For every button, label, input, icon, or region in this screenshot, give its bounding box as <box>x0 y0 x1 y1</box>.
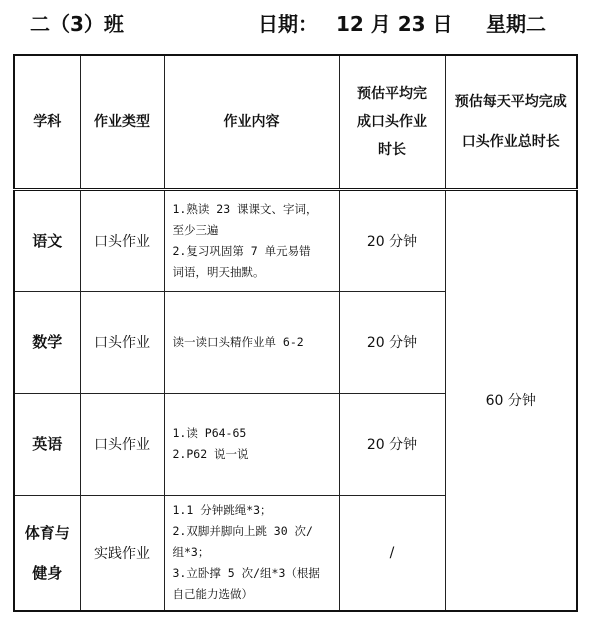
content-cell <box>164 393 339 495</box>
content-line: 读一读口头精作业单 6-2 <box>172 334 304 349</box>
subject-label: 英语 <box>32 435 63 453</box>
subject-cell <box>14 189 80 291</box>
homework-table <box>13 54 578 612</box>
type-cell: 实践作业 <box>80 495 164 611</box>
content-line: 2.双脚并脚向上跳 30 次/ <box>172 524 313 539</box>
content-line: 至少三遍 <box>172 222 219 237</box>
time-cell: / <box>339 495 445 611</box>
content-line: 2.P62 说一说 <box>172 447 249 461</box>
header-total-time <box>445 55 577 189</box>
table-header-row <box>14 55 577 189</box>
content-line: 2.复习巩固第 7 单元易错 <box>172 243 311 258</box>
content-line: 词语，明天抽默。 <box>172 264 265 279</box>
subject-label: 健身 <box>32 563 63 582</box>
header-subject: 学科 <box>14 55 80 189</box>
total-time-cell: 60 分钟 <box>445 189 577 611</box>
content-line: 1.读 P64-65 <box>172 426 247 440</box>
content-line: 1.1 分钟跳绳*3； <box>172 503 272 518</box>
subject-label: 语文 <box>32 231 63 250</box>
date-value: 12 月 23 日 <box>336 12 453 36</box>
time-cell: 20 分钟 <box>339 189 445 291</box>
header-content: 作业内容 <box>164 55 339 189</box>
type-cell: 口头作业 <box>80 393 164 495</box>
content-cell <box>164 291 339 393</box>
header-total-time-line: 口头作业总时长 <box>461 133 560 150</box>
weekday: 星期二 <box>486 12 546 36</box>
header-type: 作业类型 <box>80 55 164 189</box>
content-cell <box>164 495 339 611</box>
type-cell: 口头作业 <box>80 189 164 291</box>
header-estimated-time-line: 时长 <box>378 141 406 158</box>
class-name: 二（3）班 <box>30 12 124 36</box>
subject-cell <box>14 393 80 495</box>
header-estimated-time-line: 预估平均完 <box>357 85 427 102</box>
subject-cell <box>14 291 80 393</box>
time-cell: 20 分钟 <box>339 393 445 495</box>
subject-label: 数学 <box>32 333 63 351</box>
content-line: 自己能力选做） <box>172 587 253 602</box>
subject-cell <box>14 495 80 611</box>
content-cell <box>164 189 339 291</box>
content-line: 组*3； <box>172 545 210 560</box>
table-row-chinese <box>14 189 577 291</box>
header-estimated-time <box>339 55 445 189</box>
content-line: 3.立卧撑 5 次/组*3（根据 <box>172 566 320 581</box>
header-estimated-time-line: 成口头作业 <box>357 113 427 130</box>
page-header <box>0 0 591 48</box>
content-line: 1.熟读 23 课课文、字词， <box>172 201 318 216</box>
type-cell: 口头作业 <box>80 291 164 393</box>
subject-label: 体育与 <box>24 523 70 542</box>
date-label: 日期： <box>258 12 318 36</box>
header-total-time-line: 预估每天平均完成 <box>454 93 567 110</box>
time-cell: 20 分钟 <box>339 291 445 393</box>
